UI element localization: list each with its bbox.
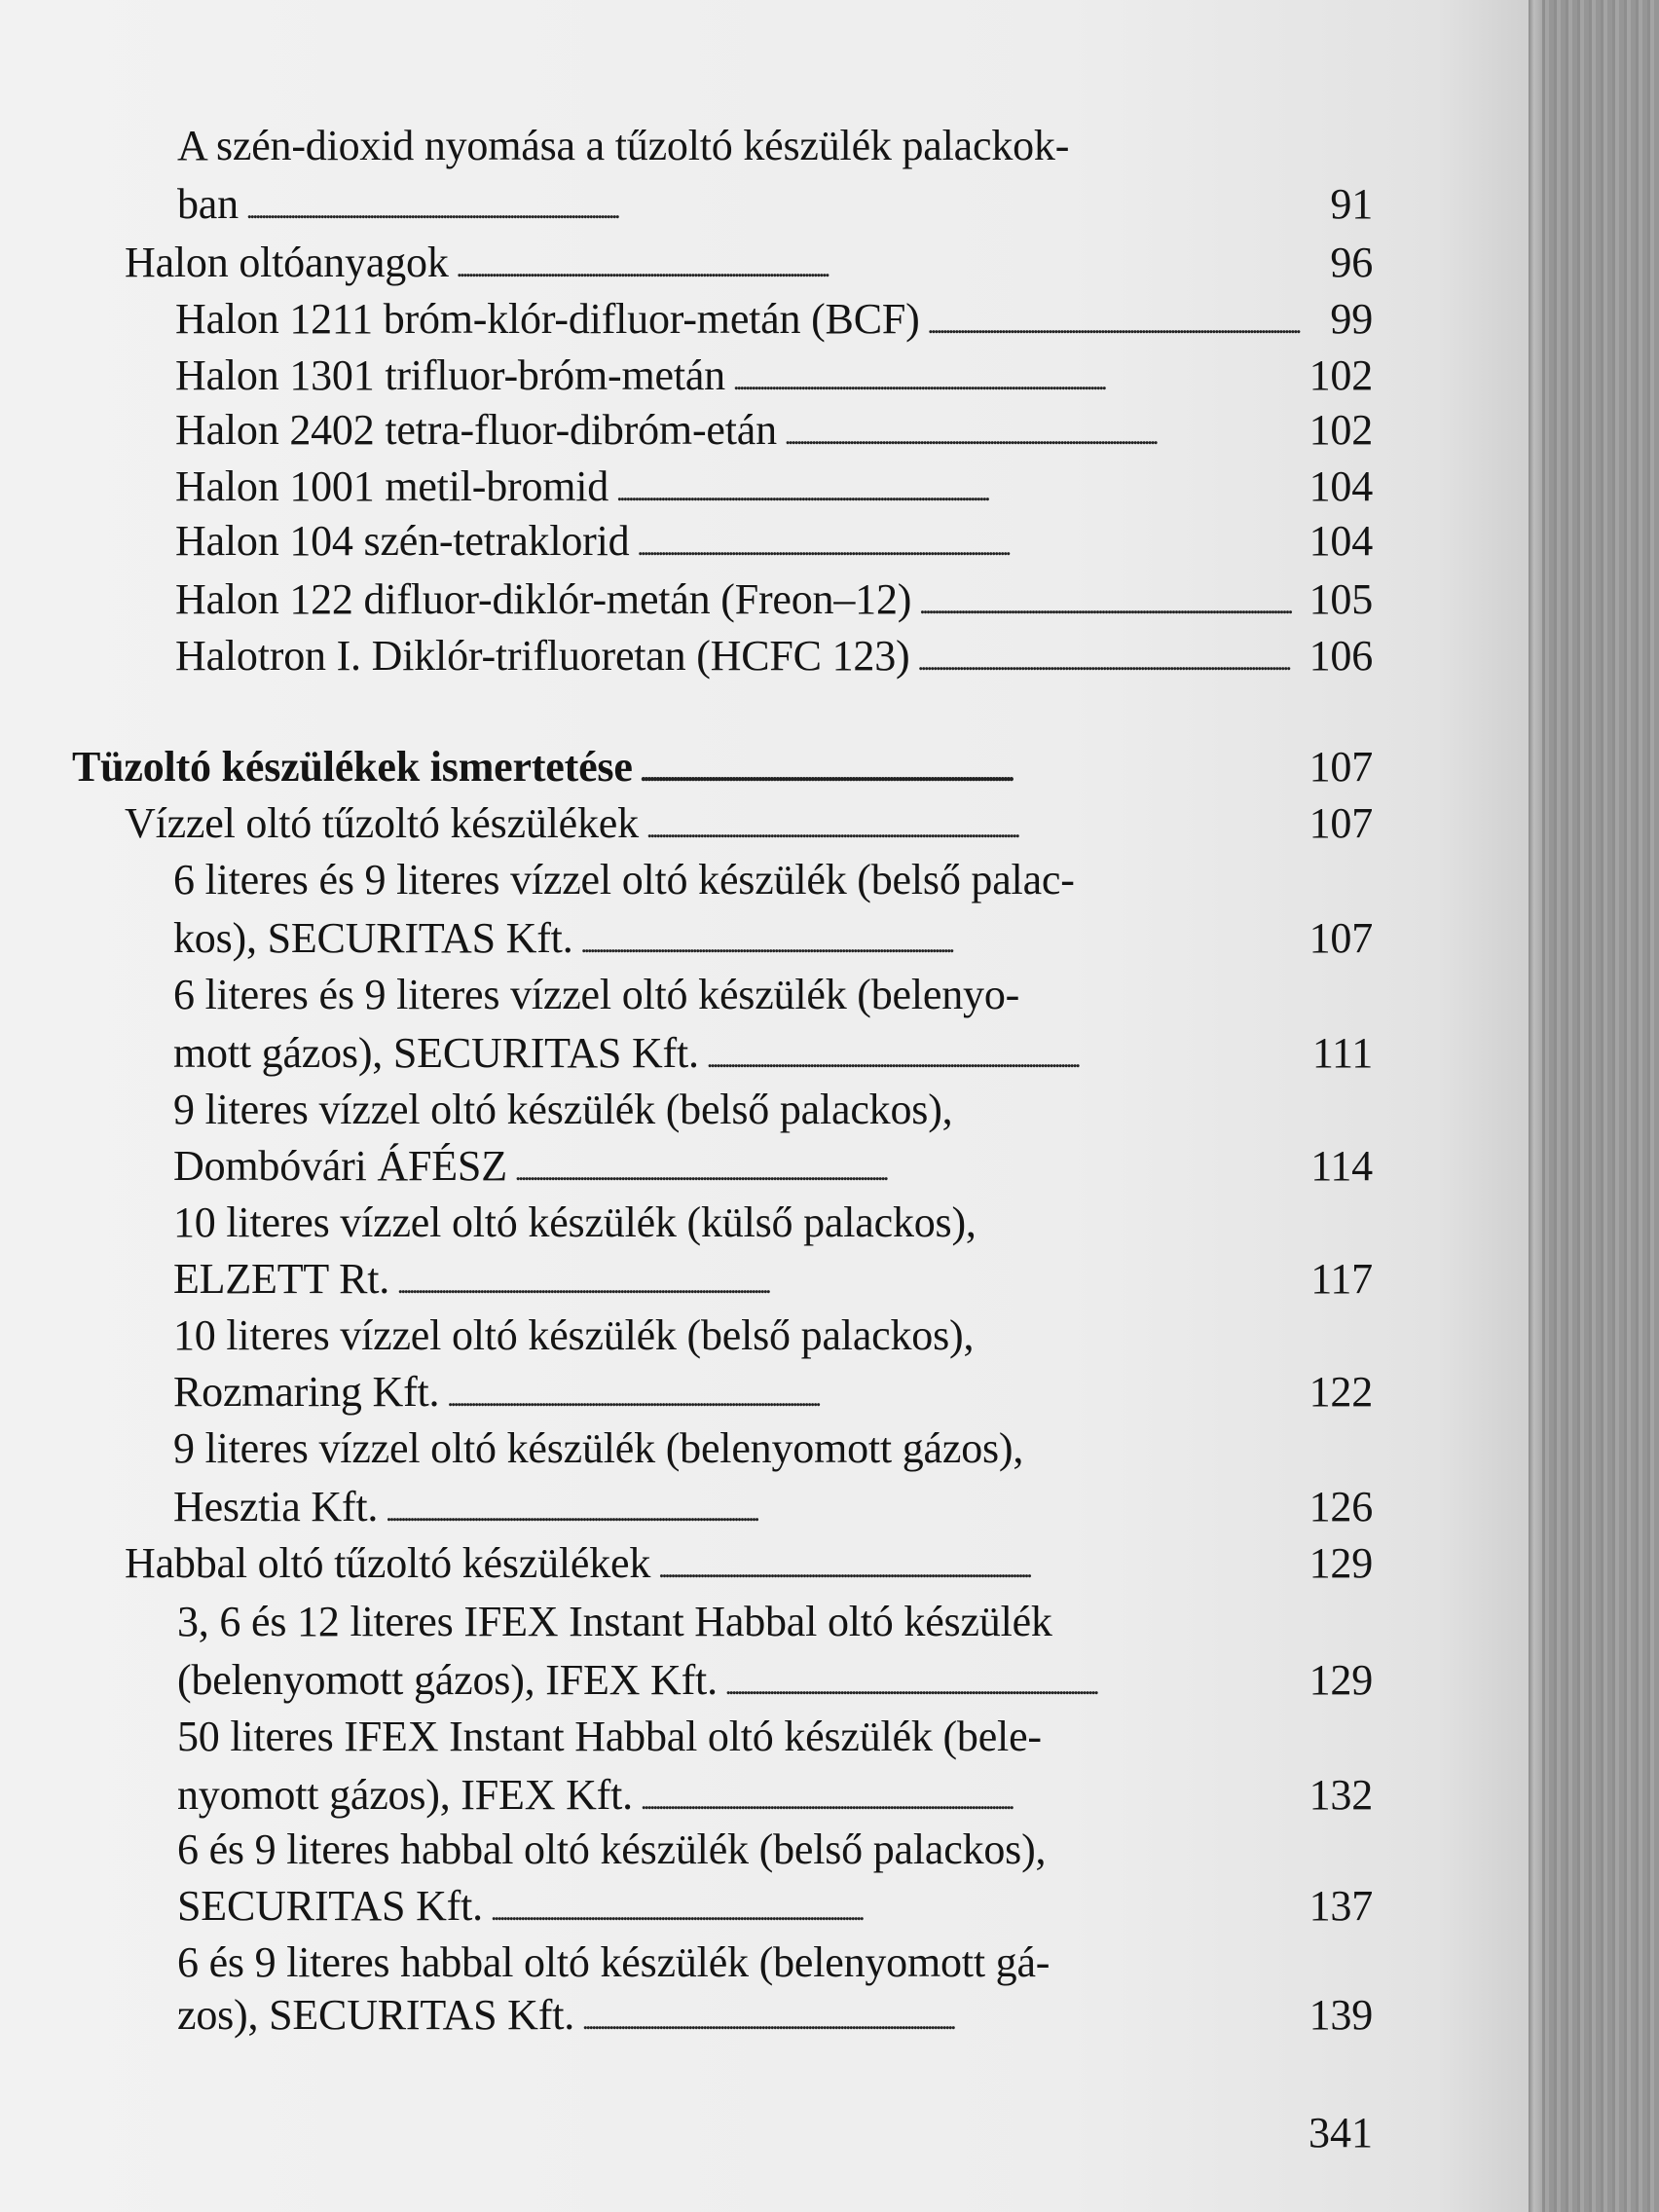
toc-line <box>173 1085 1373 1135</box>
toc-page-number: 102 <box>1309 351 1373 399</box>
toc-line <box>173 1198 1373 1248</box>
dot-leader <box>641 1770 1304 1821</box>
toc-line <box>125 1538 1373 1589</box>
toc-entry-text: Halon 1211 bróm-klór-difluor-metán (BCF) <box>175 295 920 343</box>
toc-line <box>175 631 1373 682</box>
toc-entry-text: 6 literes és 9 literes vízzel oltó készülék (belenyo- <box>173 971 1020 1018</box>
toc-line <box>173 1310 1373 1361</box>
toc-entry-text: Halon 1301 trifluor-bróm-metán <box>175 351 725 399</box>
dot-leader <box>616 461 1303 512</box>
toc-page-number: 114 <box>1310 1142 1373 1190</box>
toc-line <box>175 516 1373 567</box>
toc-line <box>125 238 1373 288</box>
toc-line <box>177 1770 1373 1821</box>
toc-page-number: 96 <box>1330 239 1373 286</box>
toc-entry-text: Halotron I. Diklór-trifluoretan (HCFC 123) <box>175 632 910 680</box>
toc-entry-text: Halon 2402 tetra-fluor-dibróm-etán <box>175 406 777 454</box>
toc-entry-text: SECURITAS Kft. <box>177 1882 483 1930</box>
dot-leader <box>515 1141 1305 1192</box>
toc-page-number: 99 <box>1330 295 1373 343</box>
toc-page-number: 91 <box>1330 180 1373 228</box>
dot-leader <box>397 1254 1305 1305</box>
toc-entry-text: 6 és 9 literes habbal oltó készülék (belenyomott gá- <box>177 1938 1051 1986</box>
toc-page-number: 117 <box>1310 1255 1373 1303</box>
toc-line <box>173 855 1373 905</box>
toc-entry-text: 50 literes IFEX Instant Habbal oltó készülék (bele- <box>177 1713 1042 1760</box>
adjacent-pages <box>1542 0 1659 2212</box>
toc-entry-text: Dombóvári ÁFÉSZ <box>173 1142 507 1190</box>
toc-line <box>177 179 1373 230</box>
toc-line <box>177 1937 1373 1988</box>
toc-entry-text: (belenyomott gázos), IFEX Kft. <box>177 1656 718 1704</box>
toc-entry-text: nyomott gázos), IFEX Kft. <box>177 1771 633 1819</box>
dot-leader <box>646 798 1304 849</box>
toc-page-number: 104 <box>1309 462 1373 510</box>
toc-entry-text: Vízzel oltó tűzoltó készülékek <box>125 799 639 847</box>
toc-entry-text: Halon oltóanyagok <box>125 239 449 286</box>
page-edge <box>1529 0 1542 2212</box>
dot-leader <box>637 516 1303 567</box>
dot-leader <box>246 179 1324 230</box>
dot-leader <box>457 238 1325 288</box>
toc-entry-text: mott gázos), SECURITAS Kft. <box>173 1029 699 1077</box>
toc-entry-text: A szén-dioxid nyomása a tűzoltó készülék palackok- <box>177 122 1070 169</box>
toc-entry-text: 3, 6 és 12 literes IFEX Instant Habbal oltó készülék <box>177 1598 1052 1645</box>
toc-page-number: 104 <box>1309 517 1373 565</box>
dot-leader <box>581 913 1304 964</box>
toc-line <box>177 1712 1373 1762</box>
toc-page-number: 111 <box>1311 1029 1373 1077</box>
toc-entry-text: zos), SECURITAS Kft. <box>177 1991 575 2039</box>
toc-line <box>173 1028 1373 1079</box>
dot-leader <box>725 1655 1304 1706</box>
toc-line <box>175 294 1373 345</box>
toc-line <box>177 1990 1373 2041</box>
toc-line <box>173 970 1373 1020</box>
toc-line <box>173 1254 1373 1305</box>
toc-line <box>177 121 1373 171</box>
dot-leader <box>919 574 1303 625</box>
dot-leader <box>785 405 1304 456</box>
toc-page-number: 106 <box>1309 632 1373 680</box>
toc-line <box>173 1141 1373 1192</box>
toc-line <box>175 574 1373 625</box>
toc-line <box>173 1482 1373 1532</box>
toc-page-number: 129 <box>1309 1656 1373 1704</box>
toc-page-number: 102 <box>1309 406 1373 454</box>
dot-leader <box>928 294 1325 345</box>
toc-page-number: 107 <box>1309 743 1373 791</box>
toc-line <box>173 1367 1373 1418</box>
toc-line <box>173 913 1373 964</box>
toc-entry-text: ban <box>177 180 239 228</box>
toc-line <box>173 1423 1373 1474</box>
dot-leader <box>733 350 1304 401</box>
toc-page-number: 137 <box>1309 1882 1373 1930</box>
toc-line <box>125 798 1373 849</box>
toc-entry-text: 9 literes vízzel oltó készülék (belső palackos), <box>173 1086 953 1133</box>
toc-entry-text: 9 literes vízzel oltó készülék (belenyomott gázos), <box>173 1424 1024 1472</box>
dot-leader <box>707 1028 1307 1079</box>
dot-leader <box>447 1367 1303 1418</box>
toc-entry-text: 6 és 9 literes habbal oltó készülék (belső palackos), <box>177 1825 1047 1873</box>
toc-entry-text: Halon 122 difluor-diklór-metán (Freon–12) <box>175 575 912 623</box>
toc-entry-text: 6 literes és 9 literes vízzel oltó készülék (belső palac- <box>173 856 1075 903</box>
dot-leader <box>386 1482 1303 1532</box>
toc-page-number: 132 <box>1309 1771 1373 1819</box>
toc-entry-text: Rozmaring Kft. <box>173 1368 440 1416</box>
toc-entry-text: Halon 104 szén-tetraklorid <box>175 517 630 565</box>
toc-entry-text: ELZETT Rt. <box>173 1255 390 1303</box>
page-number: 341 <box>1309 2109 1373 2157</box>
dot-leader <box>658 1538 1303 1589</box>
dot-leader <box>641 742 1304 793</box>
toc-entry-text: Habbal oltó tűzoltó készülékek <box>125 1539 651 1587</box>
toc-page-number: 126 <box>1309 1483 1373 1530</box>
dot-leader <box>491 1881 1304 1932</box>
toc-entry-text: Halon 1001 metil-bromid <box>175 462 609 510</box>
toc-entry-text: Hesztia Kft. <box>173 1483 379 1530</box>
toc-line <box>175 405 1373 456</box>
toc-line <box>175 350 1373 401</box>
toc-section-line <box>72 742 1373 793</box>
toc-page-number: 139 <box>1309 1991 1373 2039</box>
toc-page-number: 107 <box>1309 799 1373 847</box>
toc-page-number: 122 <box>1309 1368 1373 1416</box>
dot-leader <box>917 631 1303 682</box>
toc-page-number: 105 <box>1309 575 1373 623</box>
toc-line <box>177 1825 1373 1875</box>
toc-line <box>175 461 1373 512</box>
toc-entry-text: 10 literes vízzel oltó készülék (külső palackos), <box>173 1198 977 1246</box>
toc-line <box>177 1597 1373 1647</box>
toc-line <box>177 1881 1373 1932</box>
toc-entry-text: kos), SECURITAS Kft. <box>173 914 573 962</box>
dot-leader <box>582 1990 1304 2041</box>
toc-page-number: 129 <box>1309 1539 1373 1587</box>
toc-line <box>177 1655 1373 1706</box>
toc-entry-text: 10 literes vízzel oltó készülék (belső palackos), <box>173 1311 975 1359</box>
toc-section-heading: Tüzoltó készülékek ismertetése <box>72 743 633 791</box>
toc-page-number: 107 <box>1309 914 1373 962</box>
